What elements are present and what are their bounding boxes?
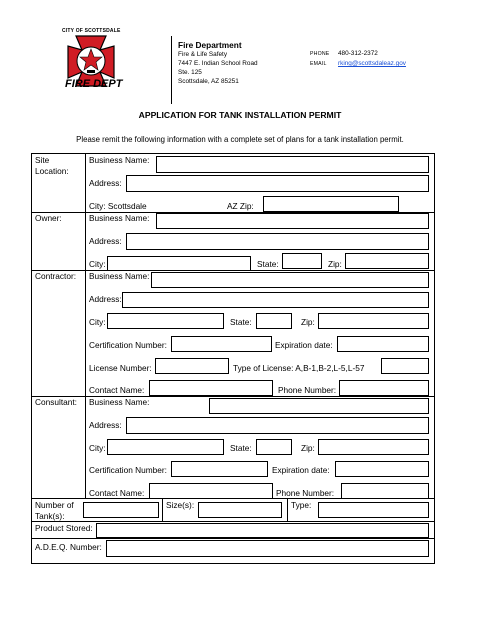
logo-bottom-text: FIRE DEPT <box>65 78 123 90</box>
consultant-address-label: Address: <box>89 420 122 430</box>
contractor-zip-label: Zip: <box>301 317 315 327</box>
consultant-state-field[interactable] <box>256 439 292 455</box>
email-link[interactable]: rking@scottsdaleaz.gov <box>338 60 406 67</box>
adeq-number-label: A.D.E.Q. Number: <box>35 542 102 552</box>
phone-label: PHONE <box>310 51 330 57</box>
sizes-type-divider <box>287 498 288 521</box>
contractor-label: Contractor: <box>35 271 77 281</box>
number-of-tanks-label-1: Number of <box>35 500 74 510</box>
form-label-column-divider <box>85 153 86 498</box>
consultant-state-label: State: <box>230 443 252 453</box>
divider-tanks-product <box>31 521 435 522</box>
consultant-contact-name-label: Contact Name: <box>89 488 145 498</box>
site-address-label: Address: <box>89 178 122 188</box>
logo-arc-text: CITY OF SCOTTSDALE <box>62 28 121 34</box>
adeq-number-field[interactable] <box>106 540 429 557</box>
site-business-name-label: Business Name: <box>89 155 150 165</box>
contractor-license-type-field[interactable] <box>381 358 429 374</box>
dept-line-4: Scottsdale, AZ 85251 <box>178 78 239 85</box>
form-right-border <box>434 153 435 564</box>
consultant-expiration-label: Expiration date: <box>272 465 330 475</box>
contractor-city-field[interactable] <box>107 313 224 329</box>
type-label: Type: <box>291 500 312 510</box>
owner-address-field[interactable] <box>126 233 429 250</box>
owner-city-field[interactable] <box>107 256 251 271</box>
contractor-contact-name-label: Contact Name: <box>89 385 145 395</box>
consultant-label: Consultant: <box>35 397 77 407</box>
consultant-city-field[interactable] <box>107 439 224 455</box>
contractor-license-type-label: Type of License: A,B-1,B-2,L-5,L-57 <box>233 363 365 373</box>
phone-value: 480-312-2372 <box>338 50 378 57</box>
contractor-business-name-label: Business Name: <box>89 271 150 281</box>
owner-state-label: State: <box>257 259 279 269</box>
consultant-zip-label: Zip: <box>301 443 315 453</box>
type-field[interactable] <box>318 502 429 518</box>
consultant-business-name-field[interactable] <box>209 398 429 414</box>
dept-name: Fire Department <box>178 40 242 50</box>
owner-label: Owner: <box>35 213 62 223</box>
sizes-field[interactable] <box>198 502 282 518</box>
site-az-zip-label: AZ Zip: <box>227 201 254 211</box>
header-divider <box>171 36 172 104</box>
product-stored-label: Product Stored: <box>35 523 93 533</box>
consultant-certification-label: Certification Number: <box>89 465 167 475</box>
dept-line-1: Fire & Life Safety <box>178 51 228 58</box>
dept-line-3: Ste. 125 <box>178 69 202 76</box>
contractor-address-label: Address: <box>89 294 122 304</box>
owner-business-name-label: Business Name: <box>89 213 150 223</box>
consultant-contact-name-field[interactable] <box>149 483 273 499</box>
contractor-certification-field[interactable] <box>171 336 272 352</box>
owner-business-name-field[interactable] <box>156 213 429 229</box>
owner-state-field[interactable] <box>282 253 322 269</box>
consultant-zip-field[interactable] <box>318 439 429 455</box>
contractor-city-label: City: <box>89 317 106 327</box>
site-zip-field[interactable] <box>263 196 399 212</box>
consultant-certification-field[interactable] <box>171 461 268 477</box>
owner-zip-field[interactable] <box>345 253 429 269</box>
dept-line-2: 7447 E. Indian School Road <box>178 60 258 67</box>
contractor-contact-name-field[interactable] <box>149 380 273 396</box>
owner-address-label: Address: <box>89 236 122 246</box>
contractor-expiration-field[interactable] <box>337 336 429 352</box>
form-bottom-border <box>31 563 435 564</box>
contractor-phone-label: Phone Number: <box>278 385 337 395</box>
owner-zip-label: Zip: <box>328 259 342 269</box>
consultant-city-label: City: <box>89 443 106 453</box>
contractor-address-field[interactable] <box>122 292 429 308</box>
consultant-phone-field[interactable] <box>341 483 429 499</box>
site-address-field[interactable] <box>126 175 429 192</box>
contractor-state-field[interactable] <box>256 313 292 329</box>
owner-city-label: City: <box>89 259 106 269</box>
contractor-license-number-field[interactable] <box>155 358 229 374</box>
site-location-label-2: Location: <box>35 166 69 176</box>
sizes-label: Size(s): <box>166 500 195 510</box>
fire-dept-logo <box>50 26 132 94</box>
number-of-tanks-label-2: Tank(s): <box>35 511 65 521</box>
form-intro: Please remit the following information with a complete set of plans for a tank installation permit. <box>76 135 404 144</box>
contractor-phone-field[interactable] <box>339 380 429 396</box>
contractor-certification-label: Certification Number: <box>89 340 167 350</box>
product-stored-field[interactable] <box>96 523 429 538</box>
tanks-sizes-divider <box>162 498 163 521</box>
site-business-name-field[interactable] <box>156 156 429 173</box>
consultant-business-name-label: Business Name: <box>89 397 150 407</box>
form-title: APPLICATION FOR TANK INSTALLATION PERMIT <box>138 110 342 120</box>
number-of-tanks-field[interactable] <box>83 502 159 518</box>
consultant-expiration-field[interactable] <box>335 461 429 477</box>
contractor-state-label: State: <box>230 317 252 327</box>
divider-product-adeq <box>31 538 435 539</box>
consultant-address-field[interactable] <box>126 417 429 434</box>
contractor-business-name-field[interactable] <box>151 272 429 288</box>
site-city-label: City: Scottsdale <box>89 201 147 211</box>
contractor-license-number-label: License Number: <box>89 363 152 373</box>
consultant-phone-label: Phone Number: <box>276 488 335 498</box>
contractor-expiration-label: Expiration date: <box>275 340 333 350</box>
site-location-label-1: Site <box>35 155 50 165</box>
contractor-zip-field[interactable] <box>318 313 429 329</box>
form-top-border <box>31 153 435 154</box>
form-left-border <box>31 153 32 564</box>
email-label: EMAIL <box>310 61 327 67</box>
